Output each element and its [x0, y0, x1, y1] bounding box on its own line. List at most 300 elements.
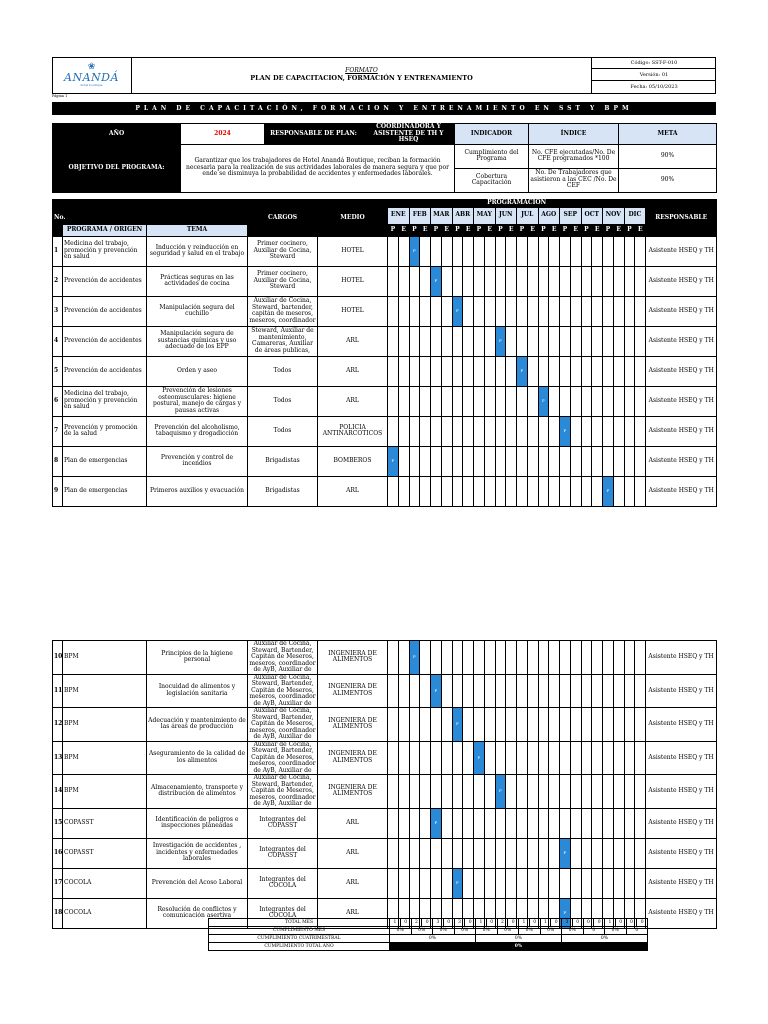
row-number: 12 — [53, 708, 63, 742]
schedule-mark: P — [474, 741, 485, 775]
schedule-cell — [581, 674, 592, 708]
schedule-cell — [581, 236, 592, 266]
schedule-cell — [517, 808, 528, 838]
schedule-cell — [474, 476, 485, 506]
schedule-cell — [517, 386, 528, 416]
row-cargos: Auxiliar de Cocina, Steward, Bartender, Capitán de Meseros, meseros, coordinador de AyB, Auxiliar de — [249, 707, 316, 740]
schedule-mark: P — [452, 296, 463, 326]
schedule-cell — [549, 674, 560, 708]
schedule-cell — [581, 775, 592, 809]
table-row — [53, 775, 717, 809]
schedule-cell — [624, 326, 635, 356]
total-month-value: 0 — [486, 919, 497, 927]
schedule-cell — [484, 356, 495, 386]
pe-header: P — [409, 224, 420, 236]
schedule-cell — [603, 386, 614, 416]
row-number: 4 — [53, 326, 63, 356]
schedule-cell — [506, 741, 517, 775]
schedule-cell — [388, 808, 399, 838]
table-row — [53, 708, 717, 742]
schedule-cell — [506, 446, 517, 476]
schedule-cell — [613, 296, 624, 326]
row-responsable: Asistente HSEQ y TH — [646, 641, 717, 675]
schedule-cell — [452, 476, 463, 506]
format-title-box — [132, 57, 592, 94]
row-cargos: Auxiliar de Cocina, Steward, bartender, capitán de meseros, meseros, coordinador — [248, 296, 318, 326]
schedule-cell — [549, 808, 560, 838]
compliance-month-value: 0% — [540, 927, 562, 935]
schedule-cell — [517, 296, 528, 326]
schedule-cell — [495, 296, 506, 326]
total-month-value: 1 — [605, 919, 616, 927]
schedule-cell — [624, 868, 635, 898]
schedule-cell — [398, 236, 409, 266]
indicator-index: No. CFE ejecutadas/No. De CFE programados *100 — [529, 144, 619, 168]
row-tema: Inducción y reinducción en seguridad y salud en el trabajo — [147, 236, 248, 266]
schedule-cell — [624, 641, 635, 675]
schedule-cell — [398, 808, 409, 838]
row-medio: ARL — [318, 838, 388, 868]
table-row — [53, 236, 717, 266]
schedule-cell — [506, 296, 517, 326]
row-medio: ARL — [318, 326, 388, 356]
row-cargos: Steward, Auxiliar de mantenimiento, Camareras, Auxiliar de áreas publicas, — [248, 326, 318, 356]
table-row — [53, 476, 717, 506]
schedule-cell — [624, 236, 635, 266]
schedule-cell — [549, 386, 560, 416]
schedule-cell — [527, 266, 538, 296]
schedule-cell — [549, 476, 560, 506]
table-row — [53, 266, 717, 296]
schedule-cell — [474, 326, 485, 356]
schedule-cell — [538, 476, 549, 506]
schedule-cell — [624, 446, 635, 476]
schedule-cell — [484, 386, 495, 416]
schedule-cell — [538, 708, 549, 742]
schedule-cell — [409, 868, 420, 898]
schedule-cell — [560, 775, 571, 809]
schedule-cell — [388, 741, 399, 775]
schedule-mark: P — [560, 898, 571, 928]
row-number: 10 — [53, 641, 63, 675]
total-month-value: 0 — [615, 919, 626, 927]
schedule-cell — [398, 741, 409, 775]
pe-header: P — [474, 224, 485, 236]
schedule-cell — [398, 386, 409, 416]
schedule-cell — [388, 296, 399, 326]
row-programa: COPASST — [63, 808, 147, 838]
logo-icon: ❀ — [87, 62, 96, 72]
schedule-cell — [431, 296, 442, 326]
schedule-cell — [635, 868, 646, 898]
indicator-header: INDICADOR — [455, 124, 529, 145]
total-month-value: 0 — [529, 919, 540, 927]
schedule-cell — [538, 868, 549, 898]
row-tema: Almacenamiento, transporte y distribución de alimentos — [147, 775, 248, 809]
schedule-cell — [635, 708, 646, 742]
schedule-cell — [570, 326, 581, 356]
row-cargos: Integrantes del COPASST — [248, 808, 318, 838]
row-programa: Prevención de accidentes — [63, 266, 147, 296]
schedule-cell — [603, 266, 614, 296]
schedule-cell — [441, 838, 452, 868]
indicator-name: Cumplimiento del Programa — [455, 144, 529, 168]
schedule-mark: P — [603, 476, 614, 506]
schedule-cell — [388, 838, 399, 868]
schedule-cell — [592, 775, 603, 809]
schedule-cell — [474, 266, 485, 296]
total-month-value: 1 — [519, 919, 530, 927]
schedule-cell — [635, 236, 646, 266]
table-row — [53, 641, 717, 675]
schedule-cell — [635, 416, 646, 446]
pe-header: P — [495, 224, 506, 236]
total-month-value: 0 — [583, 919, 594, 927]
schedule-cell — [517, 674, 528, 708]
schedule-cell — [431, 741, 442, 775]
schedule-cell — [495, 838, 506, 868]
schedule-cell — [613, 868, 624, 898]
schedule-cell — [463, 708, 474, 742]
program-table-page-1 — [52, 199, 717, 507]
schedule-cell — [398, 868, 409, 898]
schedule-cell — [517, 446, 528, 476]
table-row — [53, 356, 717, 386]
schedule-cell — [409, 775, 420, 809]
schedule-cell — [592, 868, 603, 898]
schedule-cell — [560, 741, 571, 775]
schedule-cell — [484, 416, 495, 446]
row-tema: Prácticas seguras en las actividades de cocina — [147, 266, 248, 296]
row-cargos: Brigadistas — [248, 446, 318, 476]
row-programa: BPM — [63, 674, 147, 708]
total-month-value: 1 — [390, 919, 401, 927]
schedule-cell — [603, 838, 614, 868]
schedule-cell — [527, 674, 538, 708]
schedule-cell — [398, 446, 409, 476]
year-value: 2024 — [181, 124, 265, 145]
table-row — [53, 386, 717, 416]
schedule-cell — [452, 674, 463, 708]
schedule-cell — [635, 356, 646, 386]
row-medio: INGENIERA DE ALIMENTOS — [318, 708, 388, 742]
schedule-cell — [388, 868, 399, 898]
schedule-cell — [538, 641, 549, 675]
row-programa: COCOLA — [63, 868, 147, 898]
table-row — [53, 808, 717, 838]
schedule-cell — [484, 266, 495, 296]
schedule-mark: P — [431, 266, 442, 296]
schedule-cell — [538, 236, 549, 266]
schedule-cell — [527, 868, 538, 898]
row-cargos: Primer cocinero, Auxiliar de Cocina, Steward — [248, 266, 318, 296]
schedule-cell — [431, 476, 442, 506]
schedule-cell — [570, 868, 581, 898]
schedule-cell — [463, 356, 474, 386]
total-month-value: 3 — [433, 919, 444, 927]
compliance-month-value: 0% — [562, 927, 584, 935]
schedule-cell — [388, 674, 399, 708]
schedule-cell — [452, 775, 463, 809]
schedule-cell — [409, 808, 420, 838]
month-header: MAY — [474, 207, 496, 224]
row-responsable: Asistente HSEQ y TH — [646, 266, 717, 296]
indicator-goal: 90% — [619, 144, 717, 168]
col-header-programacion: PROGRAMACIÓN — [388, 200, 646, 208]
total-month-label: TOTAL MES — [209, 919, 390, 927]
schedule-cell — [517, 775, 528, 809]
row-programa: Prevención de accidentes — [63, 356, 147, 386]
row-number: 8 — [53, 446, 63, 476]
schedule-cell — [592, 446, 603, 476]
schedule-cell — [398, 641, 409, 675]
schedule-cell — [474, 641, 485, 675]
schedule-cell — [463, 386, 474, 416]
row-number: 13 — [53, 741, 63, 775]
schedule-cell — [495, 416, 506, 446]
schedule-cell — [431, 775, 442, 809]
schedule-cell — [635, 386, 646, 416]
row-cargos: Auxiliar de Cocina, Steward, Bartender, Capitán de Meseros, meseros, coordinador de AyB, Auxiliar de — [249, 640, 316, 673]
schedule-cell — [570, 386, 581, 416]
goal-header: META — [619, 124, 717, 145]
row-number: 17 — [53, 868, 63, 898]
row-responsable: Asistente HSEQ y TH — [646, 236, 717, 266]
schedule-cell — [603, 641, 614, 675]
schedule-cell — [420, 266, 431, 296]
schedule-cell — [420, 808, 431, 838]
program-table-page-2 — [52, 640, 717, 929]
schedule-cell — [549, 266, 560, 296]
schedule-cell — [409, 674, 420, 708]
schedule-cell — [495, 446, 506, 476]
row-medio: HOTEL — [318, 266, 388, 296]
schedule-cell — [398, 356, 409, 386]
total-month-value: 3 — [454, 919, 465, 927]
row-number: 5 — [53, 356, 63, 386]
schedule-cell — [538, 356, 549, 386]
schedule-cell — [549, 356, 560, 386]
total-month-value: 0 — [551, 919, 562, 927]
schedule-cell — [474, 838, 485, 868]
schedule-cell — [431, 708, 442, 742]
schedule-cell — [624, 708, 635, 742]
pe-header: E — [441, 224, 452, 236]
schedule-cell — [603, 674, 614, 708]
schedule-cell — [613, 775, 624, 809]
schedule-cell — [527, 296, 538, 326]
schedule-cell — [570, 356, 581, 386]
schedule-cell — [463, 296, 474, 326]
schedule-cell — [441, 236, 452, 266]
schedule-cell — [527, 386, 538, 416]
schedule-cell — [495, 236, 506, 266]
schedule-cell — [495, 266, 506, 296]
schedule-cell — [570, 641, 581, 675]
schedule-cell — [420, 296, 431, 326]
schedule-cell — [603, 868, 614, 898]
row-medio: ARL — [318, 386, 388, 416]
row-responsable: Asistente HSEQ y TH — [646, 296, 717, 326]
schedule-cell — [398, 476, 409, 506]
schedule-cell — [420, 838, 431, 868]
month-header: JUL — [517, 207, 539, 224]
row-medio: INGENIERA DE ALIMENTOS — [318, 741, 388, 775]
pe-header: P — [581, 224, 592, 236]
schedule-cell — [624, 775, 635, 809]
schedule-cell — [463, 416, 474, 446]
schedule-cell — [635, 326, 646, 356]
row-medio: ARL — [318, 898, 388, 928]
month-header: ENE — [388, 207, 410, 224]
schedule-cell — [549, 416, 560, 446]
schedule-cell — [527, 416, 538, 446]
row-cargos: Auxiliar de Cocina, Steward, Bartender, Capitán de Meseros, meseros, coordinador de AyB, Auxiliar de — [249, 740, 316, 774]
schedule-cell — [474, 674, 485, 708]
schedule-cell — [463, 808, 474, 838]
schedule-cell — [495, 741, 506, 775]
row-number: 7 — [53, 416, 63, 446]
schedule-cell — [613, 741, 624, 775]
compliance-month-value: 0% — [519, 927, 541, 935]
schedule-cell — [635, 808, 646, 838]
schedule-cell — [452, 416, 463, 446]
schedule-cell — [592, 266, 603, 296]
schedule-mark: P — [452, 708, 463, 742]
schedule-cell — [441, 386, 452, 416]
schedule-cell — [463, 236, 474, 266]
row-number: 9 — [53, 476, 63, 506]
month-header: SEP — [560, 207, 582, 224]
schedule-cell — [420, 416, 431, 446]
schedule-cell — [388, 476, 399, 506]
schedule-cell — [592, 808, 603, 838]
row-medio: BOMBEROS — [318, 446, 388, 476]
schedule-cell — [570, 775, 581, 809]
schedule-mark: P — [517, 356, 528, 386]
schedule-cell — [474, 356, 485, 386]
schedule-cell — [420, 476, 431, 506]
schedule-cell — [506, 386, 517, 416]
schedule-cell — [624, 674, 635, 708]
row-tema: Adecuación y mantenimiento de las áreas de producción — [147, 708, 248, 742]
month-header: AGO — [538, 207, 560, 224]
schedule-cell — [441, 674, 452, 708]
row-responsable: Asistente HSEQ y TH — [646, 898, 717, 928]
schedule-cell — [570, 446, 581, 476]
compliance-month-value: 0 — [583, 927, 605, 935]
row-cargos: Integrantes del COCOLA — [248, 898, 318, 928]
schedule-cell — [441, 356, 452, 386]
row-responsable: Asistente HSEQ y TH — [646, 808, 717, 838]
schedule-cell — [398, 266, 409, 296]
schedule-cell — [549, 326, 560, 356]
schedule-cell — [441, 708, 452, 742]
summary-table — [208, 918, 648, 951]
schedule-cell — [581, 868, 592, 898]
row-cargos: Integrantes del COCOLA — [248, 868, 318, 898]
schedule-cell — [592, 741, 603, 775]
schedule-cell — [388, 236, 399, 266]
schedule-cell — [452, 326, 463, 356]
schedule-cell — [484, 775, 495, 809]
pe-header: P — [388, 224, 399, 236]
schedule-cell — [603, 326, 614, 356]
schedule-cell — [570, 296, 581, 326]
schedule-cell — [549, 296, 560, 326]
plan-banner: PLAN DE CAPACITACIÓN, FORMACION Y ENTRENAMIENTO EN SST Y BPM — [52, 102, 716, 115]
schedule-cell — [592, 386, 603, 416]
schedule-cell — [420, 386, 431, 416]
schedule-cell — [527, 236, 538, 266]
schedule-cell — [603, 296, 614, 326]
document-title: PLAN DE CAPACITACION, FORMACIÓN Y ENTRENAMIENTO — [250, 74, 473, 82]
schedule-cell — [613, 356, 624, 386]
indicator-goal: 90% — [619, 168, 717, 192]
compliance-year-value: 0% — [390, 943, 648, 951]
schedule-cell — [452, 808, 463, 838]
compliance-quarter-label: CUMPLIMIENTO CUATRIMESTRAL — [209, 935, 390, 943]
schedule-cell — [624, 356, 635, 386]
responsible-label: RESPONSABLE DE PLAN: — [265, 124, 363, 145]
schedule-cell — [409, 708, 420, 742]
schedule-cell — [581, 446, 592, 476]
row-responsable: Asistente HSEQ y TH — [646, 708, 717, 742]
schedule-cell — [570, 236, 581, 266]
schedule-cell — [463, 868, 474, 898]
pe-header: P — [603, 224, 614, 236]
schedule-mark: P — [560, 838, 571, 868]
schedule-cell — [581, 708, 592, 742]
row-tema: Identificación de peligros e inspecciones planeadas — [147, 808, 248, 838]
schedule-cell — [549, 708, 560, 742]
schedule-cell — [560, 296, 571, 326]
logo-subtitle: hotel boutique — [80, 83, 103, 87]
row-responsable: Asistente HSEQ y TH — [646, 386, 717, 416]
schedule-cell — [581, 386, 592, 416]
schedule-cell — [517, 868, 528, 898]
schedule-cell — [592, 326, 603, 356]
total-month-value: 0 — [594, 919, 605, 927]
col-header-responsable: RESPONSABLE — [646, 200, 717, 237]
schedule-cell — [398, 838, 409, 868]
schedule-cell — [570, 741, 581, 775]
row-programa: COPASST — [63, 838, 147, 868]
schedule-cell — [624, 416, 635, 446]
schedule-cell — [431, 356, 442, 386]
schedule-cell — [613, 386, 624, 416]
schedule-cell — [484, 641, 495, 675]
schedule-cell — [452, 741, 463, 775]
schedule-cell — [398, 326, 409, 356]
schedule-cell — [517, 416, 528, 446]
col-header-medio: MEDIO — [318, 200, 388, 237]
row-number: 15 — [53, 808, 63, 838]
row-programa: Plan de emergencias — [63, 476, 147, 506]
schedule-cell — [538, 326, 549, 356]
schedule-cell — [570, 674, 581, 708]
row-responsable: Asistente HSEQ y TH — [646, 838, 717, 868]
schedule-cell — [474, 775, 485, 809]
schedule-cell — [431, 641, 442, 675]
schedule-cell — [624, 266, 635, 296]
schedule-cell — [484, 674, 495, 708]
row-number: 2 — [53, 266, 63, 296]
col-header-no: No. — [53, 200, 63, 237]
schedule-cell — [506, 416, 517, 446]
schedule-cell — [474, 446, 485, 476]
schedule-cell — [409, 446, 420, 476]
